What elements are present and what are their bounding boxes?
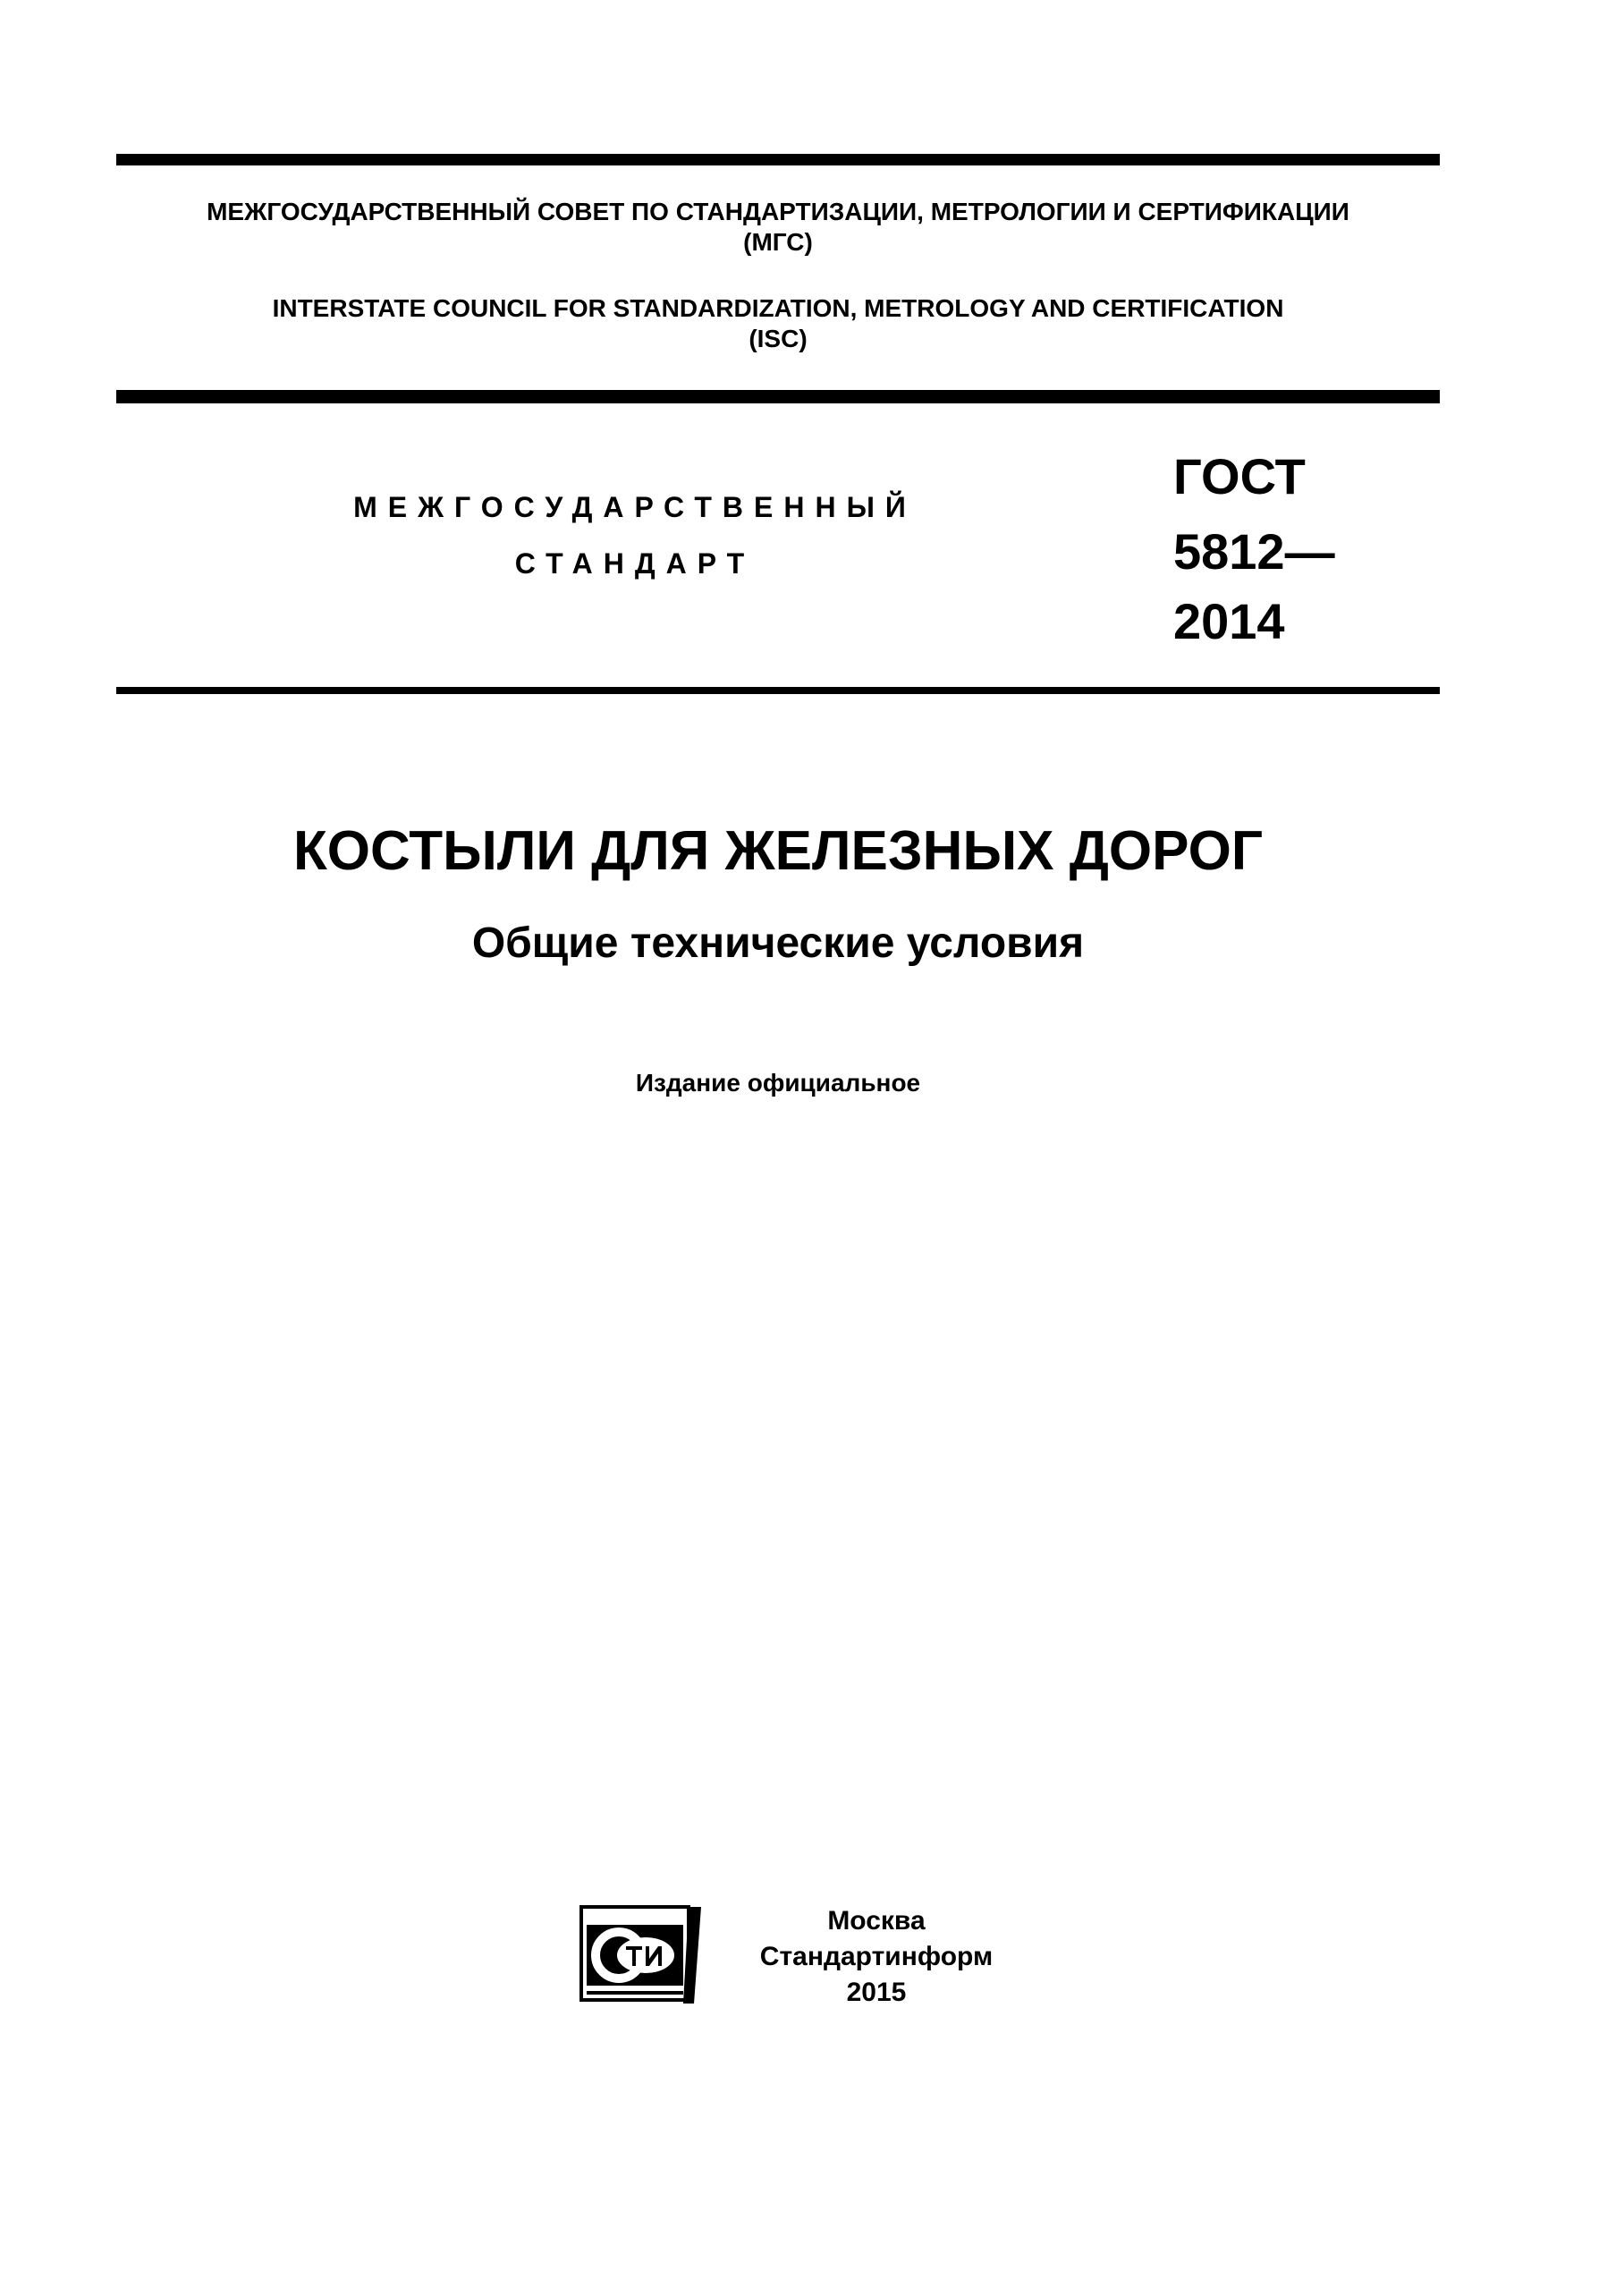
council-name-en: [116, 293, 1440, 354]
standartinform-logo-icon: [579, 1905, 705, 2005]
middle-rule: [116, 390, 1440, 403]
designation-line3: 2014: [1173, 593, 1285, 649]
standard-kind-line1: МЕЖГОСУДАРСТВЕННЫЙ: [353, 491, 917, 523]
council-name-en-line1: INTERSTATE COUNCIL FOR STANDARDIZATION, METROLOGY AND CERTIFICATION: [272, 294, 1284, 322]
edition-label: Издание официальное: [635, 1069, 921, 1097]
publisher-name: Стандартинформ: [759, 1942, 994, 1971]
document-title: КОСТЫЛИ ДЛЯ ЖЕЛЕЗНЫХ ДОРОГ: [292, 820, 1264, 882]
designation-line2: 5812—: [1173, 523, 1335, 580]
top-rule: [116, 154, 1440, 165]
publisher-block: [742, 1903, 1011, 2011]
council-abbr-en: (ISC): [749, 325, 808, 352]
standard-kind-line2: СТАНДАРТ: [514, 547, 756, 580]
document-subtitle: Общие технические условия: [471, 919, 1085, 967]
publisher-city: Москва: [827, 1906, 926, 1936]
publisher-year: 2015: [846, 1978, 907, 2007]
bottom-rule: [116, 687, 1440, 694]
council-abbr-ru: (МГС): [743, 228, 813, 256]
council-name-ru: [116, 197, 1440, 258]
designation-line1: ГОСТ: [1173, 448, 1306, 504]
council-name-ru-line1: МЕЖГОСУДАРСТВЕННЫЙ СОВЕТ ПО СТАНДАРТИЗАЦИИ, МЕТРОЛОГИИ И СЕРТИФИКАЦИИ: [207, 198, 1349, 225]
